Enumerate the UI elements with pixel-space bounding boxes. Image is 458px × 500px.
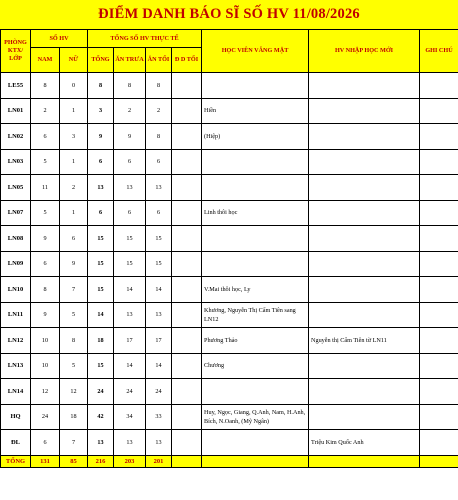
cell-an-trua: 15 <box>114 226 146 252</box>
cell-tong: 3 <box>88 98 114 124</box>
cell-ghi-chu <box>420 430 458 456</box>
cell-nhap-hoc <box>309 404 420 430</box>
cell-tong: 15 <box>88 353 114 379</box>
cell-nam: 2 <box>31 98 60 124</box>
cell-dd-toi <box>172 124 202 150</box>
cell-an-trua: 14 <box>114 353 146 379</box>
cell-nu: 5 <box>60 302 88 328</box>
cell-dd-toi <box>172 98 202 124</box>
table-row <box>1 379 458 405</box>
cell-nu: 3 <box>60 124 88 150</box>
cell-dd-toi <box>172 277 202 303</box>
cell-ghi-chu <box>420 149 458 175</box>
cell-lop: LN09 <box>1 251 31 277</box>
header-nhap-hoc: HV NHẬP HỌC MỚI <box>309 30 420 73</box>
cell-nam: 24 <box>31 404 60 430</box>
cell-an-trua: 6 <box>114 200 146 226</box>
header-so-hv: SỐ HV <box>31 30 88 48</box>
cell-an-toi: 24 <box>146 379 172 405</box>
total-vang-mat <box>202 455 309 467</box>
cell-lop: LE55 <box>1 73 31 99</box>
table-row <box>1 226 458 252</box>
cell-vang-mat <box>202 149 309 175</box>
total-dd-toi <box>172 455 202 467</box>
header-nu: NỮ <box>60 48 88 73</box>
cell-nam: 5 <box>31 200 60 226</box>
cell-nam: 6 <box>31 251 60 277</box>
header-phong: PHÒNG KTX/ LỚP <box>1 30 31 73</box>
cell-vang-mat: Linh thôi học <box>202 200 309 226</box>
cell-ghi-chu <box>420 251 458 277</box>
cell-vang-mat: Hiền <box>202 98 309 124</box>
cell-an-toi: 15 <box>146 226 172 252</box>
cell-an-trua: 14 <box>114 277 146 303</box>
table-row <box>1 175 458 201</box>
cell-nhap-hoc <box>309 200 420 226</box>
cell-an-toi: 14 <box>146 353 172 379</box>
header-row-1 <box>1 30 458 48</box>
cell-vang-mat <box>202 379 309 405</box>
cell-dd-toi <box>172 226 202 252</box>
cell-ghi-chu <box>420 302 458 328</box>
cell-an-trua: 34 <box>114 404 146 430</box>
cell-tong: 6 <box>88 200 114 226</box>
cell-an-toi: 15 <box>146 251 172 277</box>
table-row <box>1 277 458 303</box>
cell-lop: LN05 <box>1 175 31 201</box>
cell-vang-mat <box>202 175 309 201</box>
cell-tong: 14 <box>88 302 114 328</box>
cell-nhap-hoc <box>309 379 420 405</box>
cell-nu: 7 <box>60 277 88 303</box>
cell-nhap-hoc <box>309 353 420 379</box>
table-row <box>1 430 458 456</box>
cell-dd-toi <box>172 404 202 430</box>
cell-nu: 0 <box>60 73 88 99</box>
table-row <box>1 149 458 175</box>
cell-nam: 12 <box>31 379 60 405</box>
cell-nam: 9 <box>31 226 60 252</box>
cell-tong: 8 <box>88 73 114 99</box>
cell-nhap-hoc <box>309 251 420 277</box>
cell-ghi-chu <box>420 328 458 354</box>
table-row <box>1 200 458 226</box>
table-row <box>1 124 458 150</box>
cell-an-toi: 14 <box>146 277 172 303</box>
cell-nhap-hoc <box>309 226 420 252</box>
cell-nhap-hoc <box>309 73 420 99</box>
cell-nu: 18 <box>60 404 88 430</box>
cell-ghi-chu <box>420 226 458 252</box>
cell-an-toi: 2 <box>146 98 172 124</box>
cell-lop: LN01 <box>1 98 31 124</box>
table-row <box>1 353 458 379</box>
cell-tong: 15 <box>88 277 114 303</box>
header-an-trua: ĂN TRƯA <box>114 48 146 73</box>
cell-nam: 6 <box>31 124 60 150</box>
cell-dd-toi <box>172 379 202 405</box>
cell-tong: 13 <box>88 430 114 456</box>
cell-nhap-hoc: Nguyễn thị Cẩm Tiên từ LN11 <box>309 328 420 354</box>
cell-nhap-hoc <box>309 175 420 201</box>
total-ghi-chu <box>420 455 458 467</box>
cell-dd-toi <box>172 149 202 175</box>
total-label: TỔNG <box>1 455 31 467</box>
cell-nu: 8 <box>60 328 88 354</box>
cell-nam: 5 <box>31 149 60 175</box>
cell-nhap-hoc <box>309 149 420 175</box>
cell-ghi-chu <box>420 175 458 201</box>
cell-ghi-chu <box>420 379 458 405</box>
cell-an-trua: 9 <box>114 124 146 150</box>
cell-nu: 1 <box>60 98 88 124</box>
cell-dd-toi <box>172 175 202 201</box>
cell-nam: 8 <box>31 73 60 99</box>
cell-dd-toi <box>172 302 202 328</box>
cell-nu: 7 <box>60 430 88 456</box>
total-nu: 85 <box>60 455 88 467</box>
cell-nu: 1 <box>60 149 88 175</box>
cell-vang-mat: Chương <box>202 353 309 379</box>
cell-an-trua: 13 <box>114 430 146 456</box>
cell-lop: LN14 <box>1 379 31 405</box>
total-nhap-hoc <box>309 455 420 467</box>
cell-vang-mat <box>202 430 309 456</box>
cell-dd-toi <box>172 200 202 226</box>
header-ghi-chu: GHI CHÚ <box>420 30 458 73</box>
cell-an-toi: 6 <box>146 149 172 175</box>
cell-an-toi: 13 <box>146 175 172 201</box>
cell-an-toi: 8 <box>146 73 172 99</box>
cell-an-trua: 13 <box>114 175 146 201</box>
cell-nam: 11 <box>31 175 60 201</box>
table-row <box>1 404 458 430</box>
cell-vang-mat <box>202 73 309 99</box>
cell-nam: 9 <box>31 302 60 328</box>
cell-nhap-hoc <box>309 302 420 328</box>
cell-lop: ĐL <box>1 430 31 456</box>
cell-an-toi: 13 <box>146 302 172 328</box>
cell-lop: LN13 <box>1 353 31 379</box>
cell-vang-mat <box>202 226 309 252</box>
cell-ghi-chu <box>420 98 458 124</box>
cell-an-toi: 8 <box>146 124 172 150</box>
cell-dd-toi <box>172 328 202 354</box>
cell-ghi-chu <box>420 200 458 226</box>
cell-nu: 1 <box>60 200 88 226</box>
cell-lop: LN03 <box>1 149 31 175</box>
header-vang-mat: HỌC VIÊN VẮNG MẶT <box>202 30 309 73</box>
table-row <box>1 328 458 354</box>
cell-nam: 6 <box>31 430 60 456</box>
cell-an-trua: 8 <box>114 73 146 99</box>
cell-lop: LN10 <box>1 277 31 303</box>
cell-vang-mat: Huy, Ngọc, Giang, Q.Anh, Nam, H.Anh, Bích, N.Oanh, (Mỹ Ngân) <box>202 404 309 430</box>
cell-tong: 18 <box>88 328 114 354</box>
cell-vang-mat: Khương, Nguyễn Thị Cẩm Tiên sang LN12 <box>202 302 309 328</box>
cell-vang-mat <box>202 251 309 277</box>
cell-vang-mat: (Hiệp) <box>202 124 309 150</box>
cell-an-trua: 6 <box>114 149 146 175</box>
table-row <box>1 73 458 99</box>
cell-an-trua: 15 <box>114 251 146 277</box>
cell-dd-toi <box>172 251 202 277</box>
cell-lop: LN02 <box>1 124 31 150</box>
cell-ghi-chu <box>420 124 458 150</box>
cell-lop: LN12 <box>1 328 31 354</box>
cell-dd-toi <box>172 353 202 379</box>
header-an-toi: ĂN TỐI <box>146 48 172 73</box>
cell-nam: 10 <box>31 353 60 379</box>
cell-ghi-chu <box>420 277 458 303</box>
cell-tong: 15 <box>88 251 114 277</box>
cell-nam: 8 <box>31 277 60 303</box>
total-an-toi: 201 <box>146 455 172 467</box>
cell-an-trua: 2 <box>114 98 146 124</box>
cell-tong: 9 <box>88 124 114 150</box>
cell-dd-toi <box>172 73 202 99</box>
table-row <box>1 251 458 277</box>
cell-nu: 5 <box>60 353 88 379</box>
cell-tong: 42 <box>88 404 114 430</box>
cell-an-trua: 24 <box>114 379 146 405</box>
cell-nu: 6 <box>60 226 88 252</box>
cell-nhap-hoc <box>309 277 420 303</box>
cell-tong: 6 <box>88 149 114 175</box>
cell-vang-mat: Phương Thảo <box>202 328 309 354</box>
cell-an-trua: 17 <box>114 328 146 354</box>
cell-ghi-chu <box>420 353 458 379</box>
total-an-trua: 203 <box>114 455 146 467</box>
cell-an-toi: 33 <box>146 404 172 430</box>
cell-nu: 2 <box>60 175 88 201</box>
cell-ghi-chu <box>420 73 458 99</box>
cell-ghi-chu <box>420 404 458 430</box>
cell-lop: LN11 <box>1 302 31 328</box>
cell-nam: 10 <box>31 328 60 354</box>
table-row <box>1 98 458 124</box>
cell-lop: LN07 <box>1 200 31 226</box>
cell-nu: 12 <box>60 379 88 405</box>
table-row <box>1 302 458 328</box>
sheet-title: ĐIỂM DANH BÁO SĨ SỐ HV 11/08/2026 <box>0 0 458 29</box>
cell-tong: 15 <box>88 226 114 252</box>
cell-nhap-hoc: Triệu Kim Quốc Anh <box>309 430 420 456</box>
cell-nhap-hoc <box>309 98 420 124</box>
total-nam: 131 <box>31 455 60 467</box>
cell-tong: 13 <box>88 175 114 201</box>
cell-lop: HQ <box>1 404 31 430</box>
cell-nu: 9 <box>60 251 88 277</box>
cell-an-toi: 13 <box>146 430 172 456</box>
cell-an-toi: 6 <box>146 200 172 226</box>
total-row <box>1 455 458 467</box>
total-tong: 216 <box>88 455 114 467</box>
cell-an-toi: 17 <box>146 328 172 354</box>
cell-an-trua: 13 <box>114 302 146 328</box>
header-tong: TỔNG <box>88 48 114 73</box>
header-nam: NAM <box>31 48 60 73</box>
header-tong-thuc-te: TỔNG SỐ HV THỰC TẾ <box>88 30 202 48</box>
cell-lop: LN08 <box>1 226 31 252</box>
attendance-table <box>0 29 458 468</box>
cell-vang-mat: V.Mai thôi học, Ly <box>202 277 309 303</box>
cell-dd-toi <box>172 430 202 456</box>
cell-tong: 24 <box>88 379 114 405</box>
cell-nhap-hoc <box>309 124 420 150</box>
header-dd-toi: Đ D TỐI <box>172 48 202 73</box>
